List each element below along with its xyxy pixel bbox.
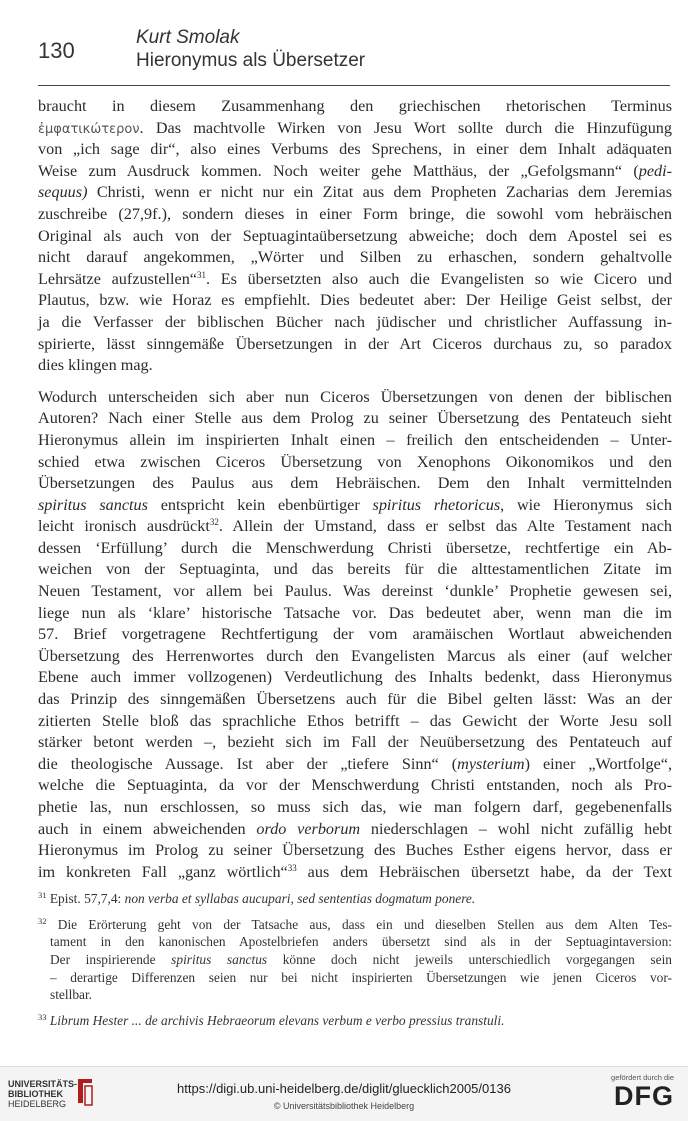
- text-line: zuschreibe (27,9f.), sondern dieses in einer Form bringe, die sowohl vom hebräischen: [38, 204, 672, 223]
- text-line: liege nun als ‘klare’ historische Tatsache vor. Das bedeutet aber, wenn man die im: [38, 603, 672, 622]
- footnote-ref-33[interactable]: 33: [287, 862, 297, 873]
- text-line: sequus) Christi, wenn er nicht nur ein Zitat aus dem Propheten Zacharias dem Jeremias: [38, 183, 672, 202]
- footnote-number: 31: [38, 890, 47, 900]
- text-line: Autoren? Nach einer Stelle aus dem Prolog zu seiner Übersetzung des Pentateuch sieht: [38, 409, 672, 428]
- footnote-number: 32: [38, 915, 47, 926]
- footnote-ref-32[interactable]: 32: [209, 517, 219, 528]
- page-footer: [0, 1066, 688, 1121]
- text-line: die theologische Aussage. Ist aber der „tiefere Sinn“ (mysterium) einer „Wortfolge“,: [38, 754, 672, 773]
- footnote-32: $^{32}$ Die Erörterung geht von der Tatsache aus, dass ein und dieselben Stellen aus dem Alten Tes- tament in den kanonischen Apostelbriefen anders übersetzt sind als in der Septuagintaversion: Der inspirierende spiritus sanctus könne doch nicht jeweils unterschiedlich vorgegangen sein – derartige Differenzen seien nur bei nicht inspirierten Übersetzungen wie jenen Ciceros vor- stellbar.: [38, 915, 672, 1003]
- body-text: [38, 96, 672, 883]
- text-line: spiritus sanctus entspricht kein ebenbürtiger spiritus rhetoricus, wie Hieronymus sich: [38, 495, 672, 514]
- text-line: Plautus, bzw. wie Horaz es empfiehlt. Dies bedeutet aber: Der Heilige Geist selbst, der: [38, 291, 672, 310]
- text-line: stärker betont werden –, bezieht sich im Fall der Neuübersetzung des Pentateuch auf: [38, 733, 672, 752]
- running-head: [136, 26, 365, 72]
- text-line: Ebene auch immer vollzogenen) Verdeutlichung des Inhalts bedenkt, dass Hieronymus: [38, 668, 672, 687]
- text-line: leicht ironisch ausdrückt$^{32}$. Allein der Umstand, dass er selbst das Alte Testament nach: [38, 517, 672, 536]
- library-logo[interactable]: UNIVERSITÄTS- BIBLIOTHEK HEIDELBERG: [8, 1079, 78, 1109]
- dfg-logo[interactable]: gefördert durch die DFG: [611, 1073, 674, 1111]
- source-url-link[interactable]: https://digi.ub.uni-heidelberg.de/diglit/gluecklich2005/0136: [177, 1081, 511, 1096]
- text-line: Wodurch unterscheiden sich aber nun Ciceros Übersetzungen von denen der biblischen: [38, 387, 672, 406]
- header-rule: [38, 85, 670, 86]
- text-line: Weise zum Ausdruck kommen. Noch weiter gehe Matthäus, der „Gefolgsmann“ (pedi-: [38, 161, 672, 180]
- page-header: [38, 26, 672, 86]
- text-line: im konkreten Fall „ganz wörtlich“$^{33}$ aus dem Hebräischen übersetzt habe, da der Text: [38, 862, 672, 881]
- paragraph-1: [38, 96, 672, 377]
- text-line: Neuen Testament, vor allem bei Paulus. Was dereinst ‘dunkle’ Prophetie gewesen sei,: [38, 582, 672, 601]
- text-line: von „ich sage dir“, also eines Verbums des Sprechens, in einer dem Inhalt adäquaten: [38, 140, 672, 159]
- text-line: weichen von der Septuaginta, und das bereits für die alttestamentlichen Zitate im: [38, 560, 672, 579]
- text-line: dessen ‘Erfüllung’ durch die Menschwerdung Christi übersetze, rechtfertige ein Ab-: [38, 538, 672, 557]
- running-head-author: Kurt Smolak: [136, 27, 240, 48]
- running-head-title: Hieronymus als Übersetzer: [136, 50, 366, 71]
- text-line: dies klingen mag.: [38, 356, 153, 375]
- text-line: schied etwa zwischen Ciceros Übersetzung von Xenophons Oikonomikos und den: [38, 452, 672, 471]
- text-line: spirierte, lässt sinngemäße Übersetzungen in der Art Ciceros durchaus zu, so paradox: [38, 334, 672, 353]
- footnote-33: $^{33}$ Librum Hester ... de archivis Hebraeorum elevans verbum e verbo pressius transtuli.: [38, 1012, 505, 1029]
- paragraph-2: [38, 387, 672, 884]
- page-number: 130: [38, 38, 75, 63]
- text-line: Lehrsätze aufzustellen“$^{31}$. Es übersetzten also auch die Evangelisten so wie Cicero und: [38, 269, 672, 288]
- text-line: 57. Brief vorgetragene Rechtfertigung der vom aramäischen Wortlaut abweichenden: [38, 625, 672, 644]
- text-line: Übersetzung des Herrenwortes durch den Evangelisten Marcus als einer (auf welcher: [38, 646, 672, 665]
- copyright-notice: © Universitätsbibliothek Heidelberg: [273, 1101, 415, 1111]
- text-line: braucht in diesem Zusammenhang den griechischen rhetorischen Terminus: [38, 97, 672, 115]
- text-line: ja die Verfasser der biblischen Bücher nach jüdischer und christlicher Auffassung in-: [38, 312, 672, 331]
- footnote-ref-31[interactable]: 31: [196, 269, 206, 280]
- text-line: Hieronymus im Prolog zu seiner Übersetzung des Buches Esther eigens hervor, dass er: [38, 841, 672, 860]
- text-line: das Prinzip des sinngemäßen Übersetzens auch für die Bibel gelten lässt: Was an der: [38, 690, 672, 709]
- paragraph-gap: [38, 377, 672, 387]
- text-line: zitierten Stelle bloß das sprachliche Ethos betrifft – das Gewicht der Worte Jesu soll: [38, 711, 672, 730]
- footnote-number: 33: [38, 1012, 47, 1023]
- text-line: phetie las, nun erschlossen, so muss sich das, wie man folgern darf, gegebenenfalls: [38, 798, 672, 816]
- greek-term: ἐμφατικώτερον: [38, 121, 140, 137]
- text-line: Übersetzungen des Paulus aus dem Hebräischen. Dem den Inhalt vermittelnden: [38, 474, 672, 493]
- text-line: ἐμφατικώτερον. Das machtvolle Wirken von Jesu Wort sollte durch die Hinzufügung: [38, 118, 672, 137]
- text-line: Original als auch von der Septuagintaübersetzung abweiche; doch dem Apostel sei es: [38, 226, 672, 245]
- text-line: nicht darauf angekommen, „Wörter und Silben zu erhaschen, sondern gehaltvolle: [38, 248, 672, 267]
- text-line: auch in einem abweichenden ordo verborum niederschlagen – wohl nicht zufällig hebt: [38, 819, 673, 838]
- footnote-31: $^{31}$ Epist. 57,7,4: non verba et syllabas aucupari, sed sententias dogmatum ponere.: [38, 890, 476, 906]
- text-line: welche die Septuaginta, da vor der Menschwerdung Christi entstanden, noch als Pro-: [38, 776, 672, 795]
- text-line: Hieronymus allein im inspirierten Inhalt einen – freilich den entscheidenden – Unter-: [38, 430, 672, 449]
- footnotes: [38, 890, 672, 1038]
